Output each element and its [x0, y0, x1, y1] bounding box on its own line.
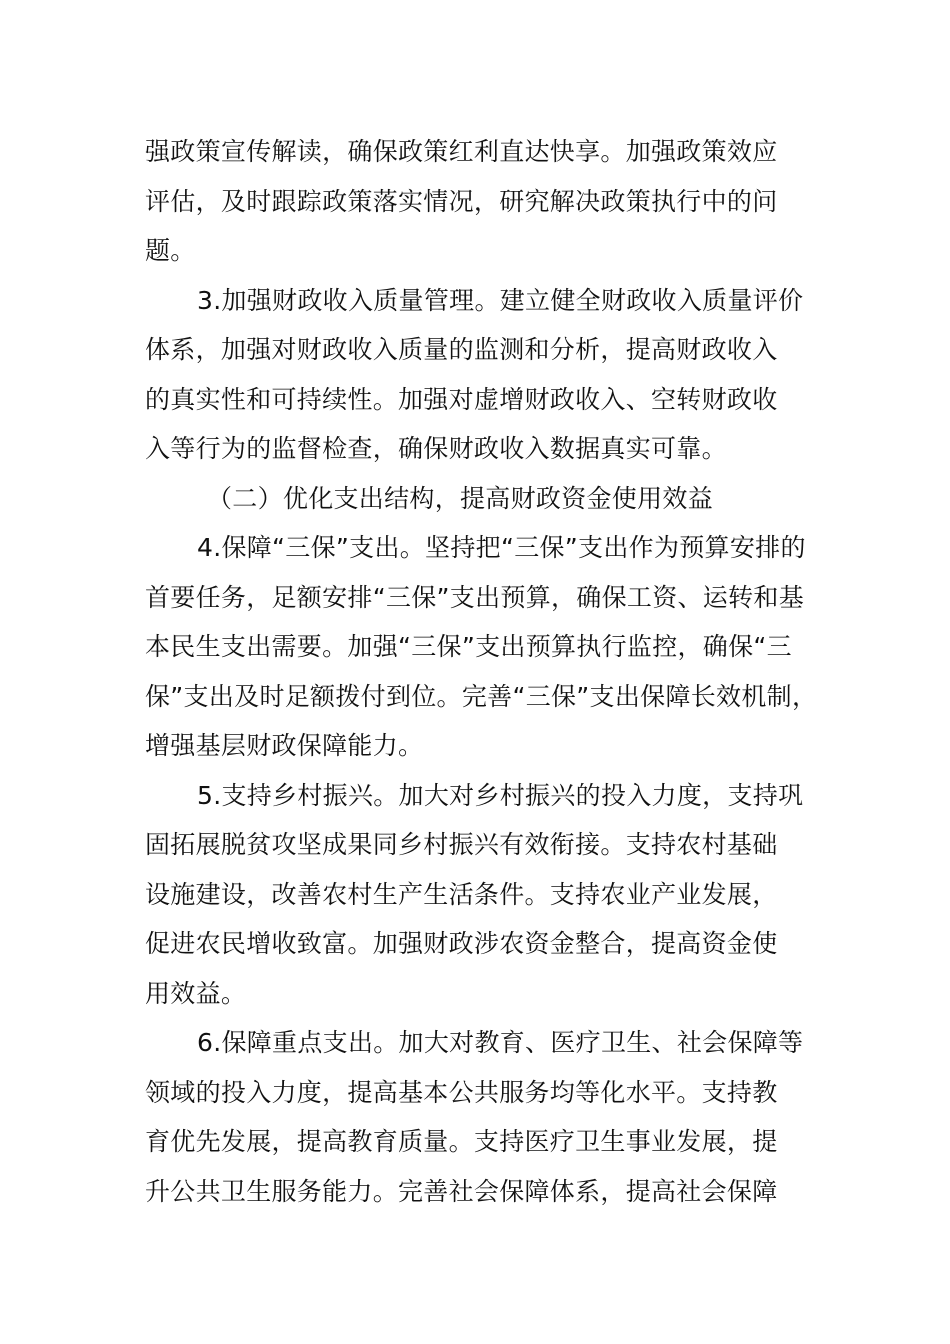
paragraph-6-start: 6.保障重点支出。加大对教育、医疗卫生、社会保障等 — [197, 1028, 804, 1057]
text-line: 入等行为的监督检查，确保财政收入数据真实可靠。 — [145, 434, 727, 463]
text-line: 设施建设，改善农村生产生活条件。支持农业产业发展， — [145, 879, 778, 909]
text-line: 促进农民增收致富。加强财政涉农资金整合，提高资金使 — [145, 929, 778, 958]
section-heading: （二）优化支出结构，提高财政资金使用效益 — [207, 483, 714, 513]
text-line: 升公共卫生服务能力。完善社会保障体系，提高社会保障 — [145, 1176, 778, 1206]
paragraph-5-start: 5.支持乡村振兴。加大对乡村振兴的投入力度，支持巩 — [197, 780, 804, 810]
text-line: 领域的投入力度，提高基本公共服务均等化水平。支持教 — [145, 1077, 778, 1107]
text-line: 用效益。 — [145, 978, 247, 1008]
text-line: 题。 — [145, 236, 196, 265]
text-line: 增强基层财政保障能力。 — [145, 731, 424, 760]
text-line: 评估，及时跟踪政策落实情况，研究解决政策执行中的问 — [145, 186, 778, 216]
text-line: 固拓展脱贫攻坚成果同乡村振兴有效衔接。支持农村基础 — [145, 830, 778, 859]
text-line: 强政策宣传解读，确保政策红利直达快享。加强政策效应 — [145, 137, 778, 166]
text-line: 的真实性和可持续性。加强对虚增财政收入、空转财政收 — [145, 384, 778, 414]
body-text — [145, 127, 825, 1216]
text-line: 本民生支出需要。加强“三保”支出预算执行监控，确保“三 — [145, 632, 792, 661]
text-line: 育优先发展，提高教育质量。支持医疗卫生事业发展，提 — [145, 1127, 778, 1156]
paragraph-4-start: 4.保障“三保”支出。坚持把“三保”支出作为预算安排的 — [197, 533, 806, 562]
paragraph-3-start: 3.加强财政收入质量管理。建立健全财政收入质量评价 — [197, 285, 804, 315]
text-line: 保”支出及时足额拨付到位。完善“三保”支出保障长效机制， — [145, 681, 818, 711]
text-line: 体系，加强对财政收入质量的监测和分析，提高财政收入 — [145, 335, 778, 364]
text-line: 首要任务，足额安排“三保”支出预算，确保工资、运转和基 — [145, 582, 805, 612]
